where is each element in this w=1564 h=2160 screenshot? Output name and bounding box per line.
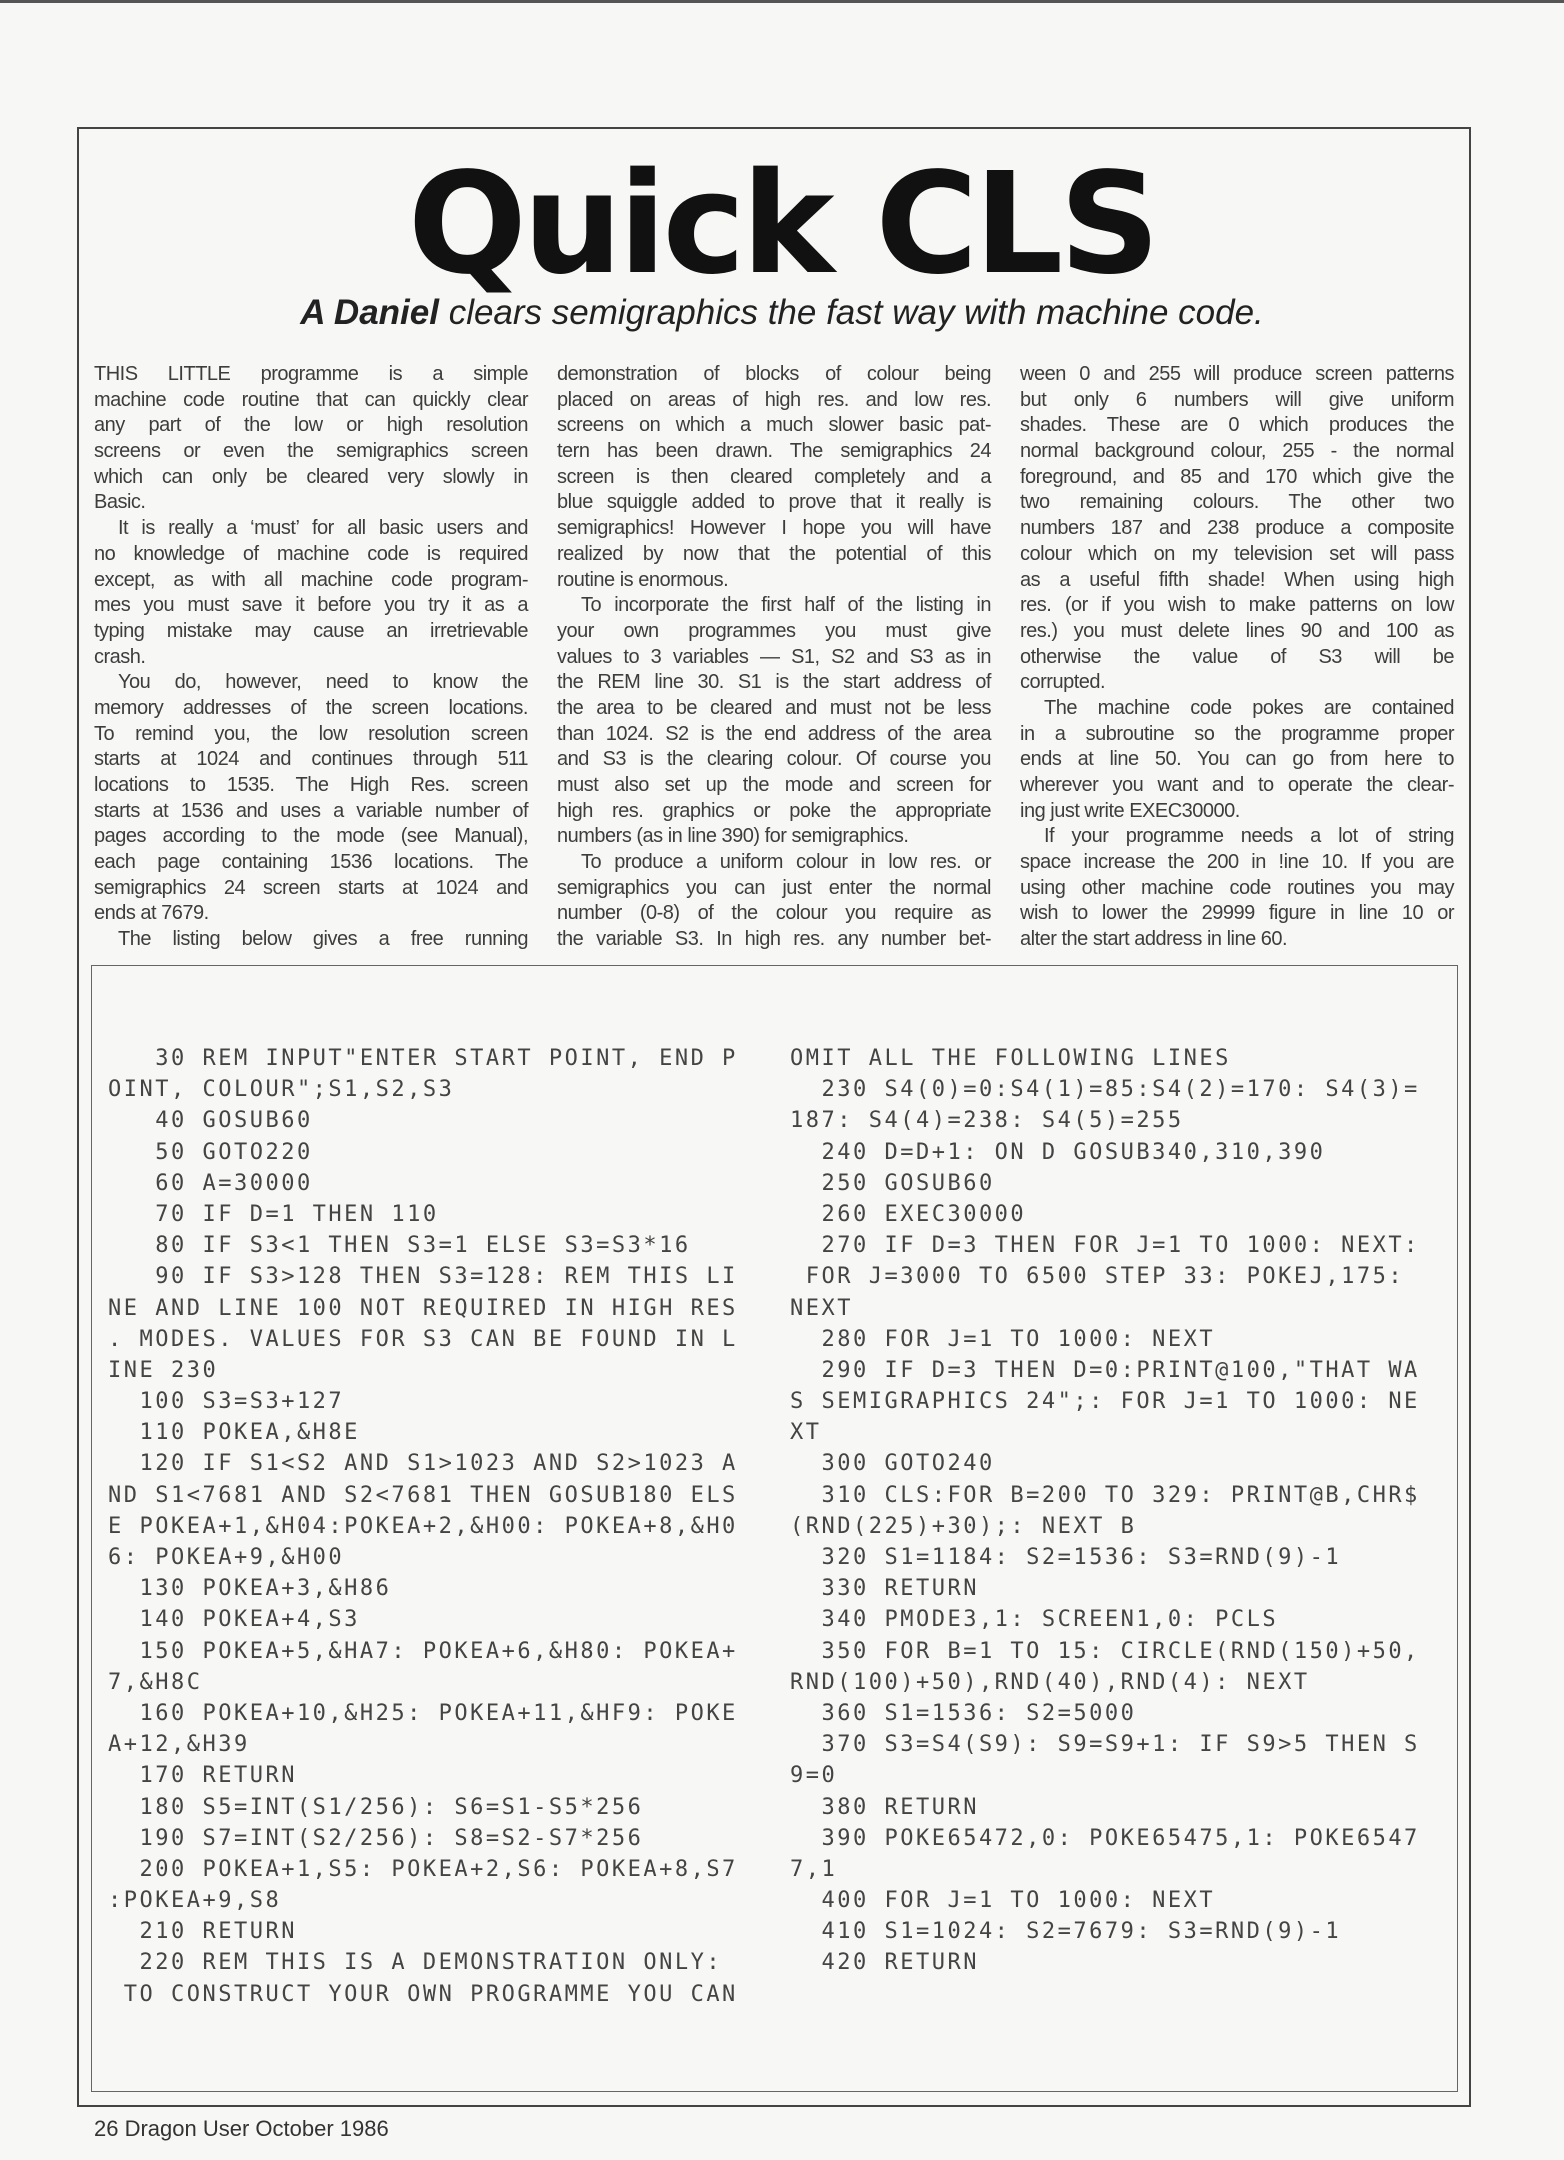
text-line: using other machine code routines you may — [1020, 876, 1454, 899]
text-line: The listing below gives a free running — [118, 928, 528, 951]
code-line: 220 REM THIS IS A DEMONSTRATION ONLY: — [108, 1950, 723, 1976]
text-line: It is really a ‘must’ for all basic users and — [118, 517, 528, 540]
code-line: TO CONSTRUCT YOUR OWN PROGRAMME YOU CAN — [108, 1981, 738, 2007]
body-column-2 — [557, 362, 991, 953]
listing-column-left — [108, 1043, 748, 2010]
code-line: 9=0 — [790, 1763, 838, 1789]
code-line: 30 REM INPUT"ENTER START POINT, END P — [108, 1046, 738, 1071]
text-line: number (0-8) of the colour you require as — [557, 902, 991, 925]
code-line: 260 EXEC30000 — [790, 1201, 1027, 1227]
code-line: 340 PMODE3,1: SCREEN1,0: PCLS — [790, 1607, 1279, 1633]
text-line: If your programme needs a lot of string — [1044, 825, 1454, 848]
code-line: RND(100)+50),RND(40),RND(4): NEXT — [790, 1669, 1310, 1695]
body-column-3 — [1020, 362, 1454, 953]
text-line: tern has been drawn. The semigraphics 24 — [557, 440, 991, 463]
code-line: 180 S5=INT(S1/256): S6=S1-S5*256 — [108, 1794, 644, 1820]
code-line: 330 RETURN — [790, 1576, 979, 1602]
text-line: memory addresses of the screen locations. — [94, 696, 528, 719]
text-line: the REM line 30. S1 is the start address of — [557, 671, 991, 694]
text-line: res.) you must delete lines 90 and 100 as — [1020, 619, 1454, 642]
code-line: . MODES. VALUES FOR S3 CAN BE FOUND IN L — [108, 1326, 738, 1352]
code-line: 210 RETURN — [108, 1919, 297, 1945]
code-line: 80 IF S3<1 THEN S3=1 ELSE S3=S3*16 — [108, 1233, 691, 1259]
author-name: A Daniel — [300, 293, 439, 332]
text-line: typing mistake may cause an irretrievable — [94, 619, 528, 642]
code-line: 350 FOR B=1 TO 15: CIRCLE(RND(150)+50, — [790, 1638, 1420, 1664]
text-line: locations to 1535. The High Res. screen — [94, 774, 528, 796]
code-line: 400 FOR J=1 TO 1000: NEXT — [790, 1888, 1216, 1914]
code-line: OMIT ALL THE FOLLOWING LINES — [790, 1046, 1231, 1071]
text-line: routine is enormous. — [557, 568, 729, 591]
text-line: ends at 7679. — [94, 902, 209, 925]
code-line: 110 POKEA,&H8E — [108, 1420, 360, 1446]
code-line: 150 POKEA+5,&HA7: POKEA+6,&H80: POKEA+ — [108, 1638, 738, 1664]
text-line: the area to be cleared and must not be less — [557, 696, 991, 719]
text-line: colour which on my television set will pass — [1020, 542, 1454, 565]
text-line: each page containing 1536 locations. The — [94, 851, 528, 874]
code-line: 90 IF S3>128 THEN S3=128: REM THIS LI — [108, 1264, 738, 1290]
page-edge-line — [0, 0, 1564, 3]
code-line: 170 RETURN — [108, 1763, 297, 1789]
text-line: numbers (as in line 390) for semigraphics. — [557, 825, 909, 848]
text-line: and S3 is the clearing colour. Of course you — [557, 748, 991, 771]
text-line: no knowledge of machine code is required — [94, 542, 528, 565]
code-line: 230 S4(0)=0:S4(1)=85:S4(2)=170: S4(3)= — [790, 1077, 1420, 1103]
code-line: 130 POKEA+3,&H86 — [108, 1576, 392, 1602]
code-line: NE AND LINE 100 NOT REQUIRED IN HIGH RES — [108, 1295, 738, 1321]
text-line: which can only be cleared very slowly in — [94, 465, 528, 488]
code-line: 410 S1=1024: S2=7679: S3=RND(9)-1 — [790, 1919, 1342, 1945]
text-line: crash. — [94, 645, 146, 668]
text-line: otherwise the value of S3 will be — [1020, 645, 1454, 668]
code-line: ND S1<7681 AND S2<7681 THEN GOSUB180 ELS — [108, 1482, 738, 1508]
code-line: 190 S7=INT(S2/256): S8=S2-S7*256 — [108, 1825, 644, 1851]
text-line: than 1024. S2 is the end address of the area — [557, 722, 991, 745]
text-line: starts at 1536 and uses a variable number of — [94, 799, 528, 822]
text-line: semigraphics 24 screen starts at 1024 and — [94, 876, 528, 899]
text-line: THIS LITTLE programme is a simple — [94, 363, 528, 385]
code-line: S SEMIGRAPHICS 24";: FOR J=1 TO 1000: NE — [790, 1389, 1420, 1415]
text-line: ing just write EXEC30000. — [1020, 799, 1240, 822]
text-line: To produce a uniform colour in low res. or — [581, 851, 991, 874]
text-line: semigraphics! However I hope you will have — [557, 517, 991, 540]
code-line: XT — [790, 1420, 822, 1446]
code-line: 310 CLS:FOR B=200 TO 329: PRINT@B,CHR$ — [790, 1482, 1420, 1508]
code-line: NEXT — [790, 1295, 853, 1321]
article-subtitle — [0, 293, 1564, 333]
text-line: except, as with all machine code program- — [94, 568, 528, 591]
text-line: wish to lower the 29999 figure in line 10 or — [1020, 902, 1454, 925]
text-line: realized by now that the potential of this — [557, 542, 991, 565]
code-line: 270 IF D=3 THEN FOR J=1 TO 1000: NEXT: — [790, 1233, 1420, 1259]
code-line: 60 A=30000 — [108, 1170, 313, 1196]
code-line: 7,1 — [790, 1856, 838, 1882]
text-line: res. (or if you wish to make patterns on low — [1020, 594, 1454, 617]
text-line: screens on which a much slower basic pat- — [557, 414, 991, 437]
code-line: 7,&H8C — [108, 1669, 203, 1695]
code-line: 250 GOSUB60 — [790, 1170, 995, 1196]
code-line: OINT, COLOUR";S1,S2,S3 — [108, 1077, 455, 1103]
code-line: 50 GOTO220 — [108, 1139, 313, 1165]
text-line: space increase the 200 in !ine 10. If you are — [1020, 851, 1454, 874]
code-line: (RND(225)+30);: NEXT B — [790, 1513, 1137, 1539]
body-column-1 — [94, 362, 528, 953]
text-line: normal background colour, 255 - the normal — [1020, 440, 1454, 463]
code-line: A+12,&H39 — [108, 1732, 250, 1758]
listing-column-right — [790, 1043, 1430, 1979]
text-line: alter the start address in line 60. — [1020, 928, 1288, 951]
code-line: E POKEA+1,&H04:POKEA+2,&H00: POKEA+8,&H0 — [108, 1513, 738, 1539]
code-line: :POKEA+9,S8 — [108, 1888, 282, 1914]
text-line: starts at 1024 and continues through 511 — [94, 748, 528, 771]
page-footer: 26 Dragon User October 1986 — [94, 2116, 389, 2141]
text-line: To incorporate the first half of the listing in — [581, 594, 991, 617]
code-line: 320 S1=1184: S2=1536: S3=RND(9)-1 — [790, 1545, 1342, 1570]
text-line: ween 0 and 255 will produce screen patterns — [1020, 363, 1454, 385]
code-line: 300 GOTO240 — [790, 1451, 995, 1477]
text-line: any part of the low or high resolution — [94, 414, 528, 437]
article-title: Quick CLS — [407, 143, 1157, 306]
text-line: placed on areas of high res. and low res. — [557, 388, 991, 411]
text-line: foreground, and 85 and 170 which give the — [1020, 465, 1454, 488]
text-line: blue squiggle added to prove that it really is — [557, 491, 991, 514]
text-line: mes you must save it before you try it as a — [94, 594, 528, 617]
code-line: 187: S4(4)=238: S4(5)=255 — [790, 1108, 1184, 1134]
text-line: You do, however, need to know the — [118, 671, 528, 694]
text-line: the variable S3. In high res. any number bet- — [557, 928, 991, 951]
code-line: 420 RETURN — [790, 1950, 979, 1976]
code-line: 370 S3=S4(S9): S9=S9+1: IF S9>5 THEN S — [790, 1732, 1420, 1758]
text-line: The machine code pokes are contained — [1044, 696, 1454, 719]
text-line: numbers 187 and 238 produce a composite — [1020, 517, 1454, 540]
code-line: FOR J=3000 TO 6500 STEP 33: POKEJ,175: — [790, 1264, 1405, 1290]
text-line: wherever you want and to operate the clear- — [1020, 774, 1454, 796]
code-line: 290 IF D=3 THEN D=0:PRINT@100,"THAT WA — [790, 1357, 1420, 1383]
text-line: but only 6 numbers will give uniform — [1020, 388, 1454, 411]
code-line: 140 POKEA+4,S3 — [108, 1607, 360, 1633]
text-line: Basic. — [94, 491, 146, 514]
code-line: 200 POKEA+1,S5: POKEA+2,S6: POKEA+8,S7 — [108, 1856, 738, 1882]
code-line: 6: POKEA+9,&H00 — [108, 1545, 345, 1570]
text-line: corrupted. — [1020, 671, 1106, 694]
code-line: 240 D=D+1: ON D GOSUB340,310,390 — [790, 1139, 1326, 1165]
text-line: two remaining colours. The other two — [1020, 491, 1454, 514]
text-line: must also set up the mode and screen for — [557, 774, 991, 796]
code-line: INE 230 — [108, 1357, 219, 1383]
text-line: semigraphics you can just enter the normal — [557, 876, 991, 899]
text-line: screen is then cleared completely and a — [557, 465, 991, 488]
code-line: 380 RETURN — [790, 1794, 979, 1820]
code-line: 390 POKE65472,0: POKE65475,1: POKE6547 — [790, 1825, 1420, 1851]
text-line: values to 3 variables — S1, S2 and S3 as in — [557, 645, 991, 668]
code-line: 120 IF S1<S2 AND S1>1023 AND S2>1023 A — [108, 1451, 738, 1477]
code-line: 160 POKEA+10,&H25: POKEA+11,&HF9: POKE — [108, 1700, 738, 1726]
code-line: 100 S3=S3+127 — [108, 1389, 345, 1415]
code-line: 360 S1=1536: S2=5000 — [790, 1700, 1137, 1726]
code-line: 70 IF D=1 THEN 110 — [108, 1201, 439, 1227]
text-line: demonstration of blocks of colour being — [557, 363, 991, 385]
text-line: shades. These are 0 which produces the — [1020, 414, 1454, 437]
text-line: screens or even the semigraphics screen — [94, 440, 528, 463]
text-line: as a useful fifth shade! When using high — [1020, 568, 1454, 591]
text-line: high res. graphics or poke the appropriate — [557, 799, 991, 822]
text-line: machine code routine that can quickly clear — [94, 388, 528, 411]
code-line: 40 GOSUB60 — [108, 1108, 313, 1134]
subtitle-text: clears semigraphics the fast way with machine code. — [438, 293, 1264, 332]
code-line: 280 FOR J=1 TO 1000: NEXT — [790, 1326, 1216, 1352]
text-line: ends at line 50. You can go from here to — [1020, 748, 1454, 771]
text-line: in a subroutine so the programme proper — [1020, 722, 1454, 745]
text-line: pages according to the mode (see Manual), — [94, 825, 528, 848]
text-line: To remind you, the low resolution screen — [94, 722, 528, 745]
text-line: your own programmes you must give — [557, 619, 991, 642]
